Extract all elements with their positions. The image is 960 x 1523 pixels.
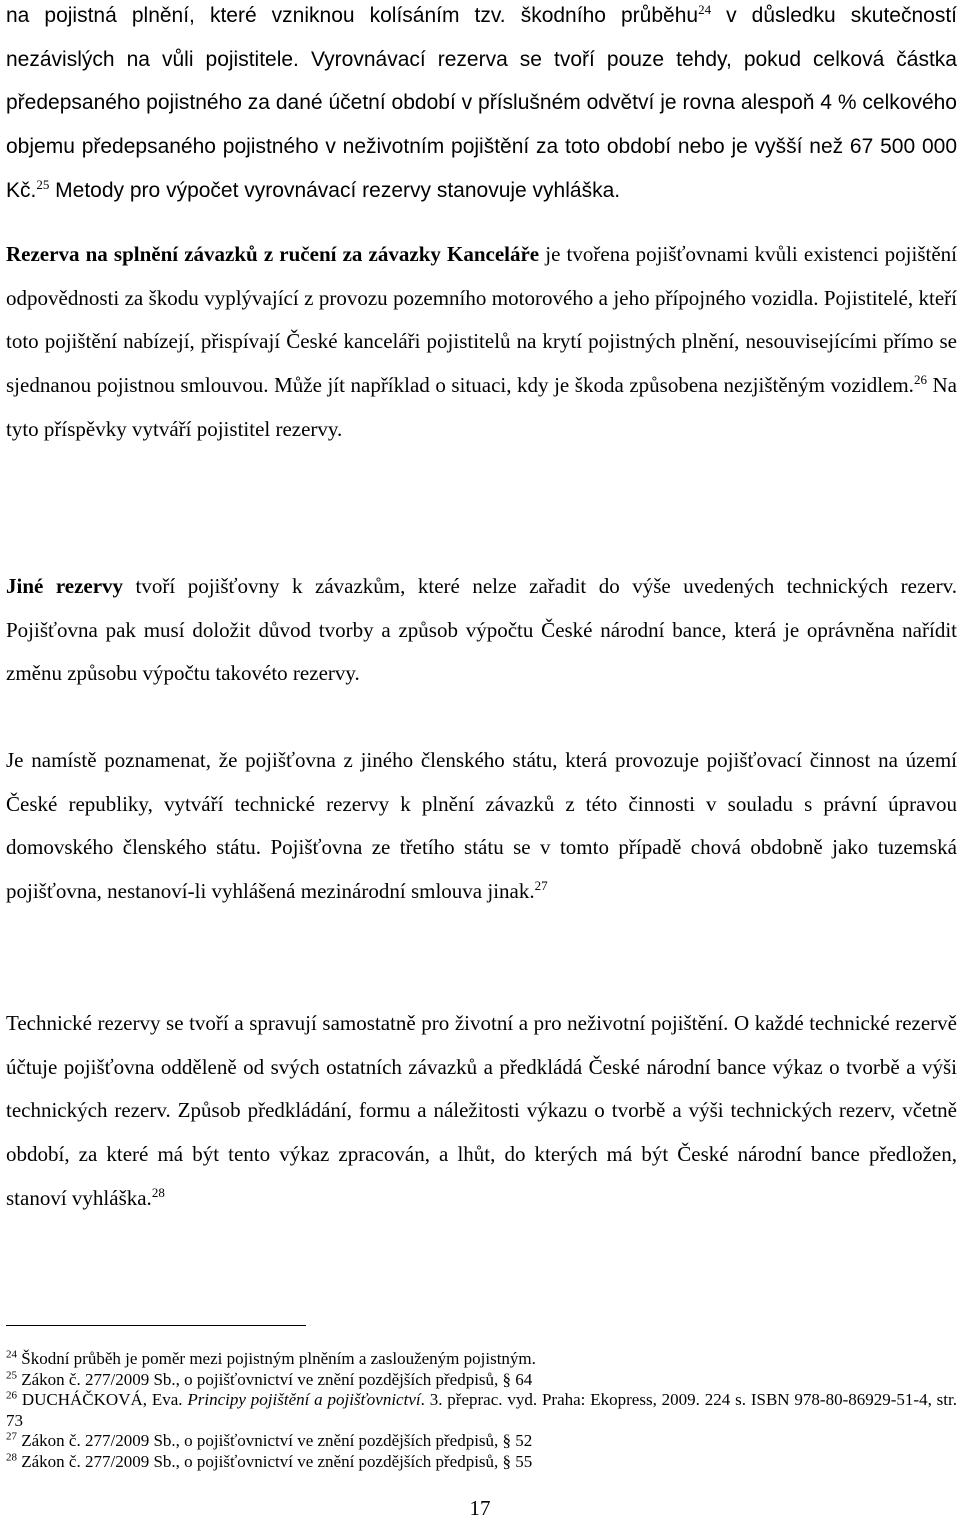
- paragraph-rezerva-kancelare: Rezerva na splnění závazků z ručení za závazky Kanceláře je tvořena pojišťovnami kvůli existenci pojištění odpovědnosti za škodu vyplývající z provozu pozemního motorového a jeho přípojného vozidla. Pojistitelé, kteří toto pojištění nabízejí, přispívají České kanceláři pojistitelů na krytí pojistných plnění, nesouvisejícími přímo se sjednanou pojistnou smlouvou. Může jít například o situaci, kdy je škoda způsobena nezjištěným vozidlem.$^{26}$ Na tyto příspěvky vytváří pojistitel rezervy.: [6, 242, 957, 441]
- footnote-ref-24[interactable]: 24: [698, 2, 712, 17]
- footnote-ref-27[interactable]: 27: [534, 878, 548, 894]
- footnote-separator: [6, 1325, 306, 1326]
- footnote-26: $^{26}$ DUCHÁČKOVÁ, Eva. Principy pojištění a pojišťovnictví. 3. přeprac. vyd. Praha: Ekopress, 2009. 224 s. ISBN 978-80-86929-51-4, str. 73: [6, 1389, 957, 1430]
- paragraph-technicke-rezervy: Technické rezervy se tvoří a spravují samostatně pro životní a pro neživotní pojištění. O každé technické rezervě účtuje pojišťovna odděleně od svých ostatních závazků a předkládá České národní bance výkaz o tvorbě a výši technických rezerv. Způsob předkládání, formu a náležitosti výkazu o tvorbě a výši technických rezerv, včetně období, za které má být tento výkaz zpracován, a lhůt, do kterých má být České národní bance předložen, stanoví vyhláška.$^{28}$: [6, 1011, 957, 1210]
- footnote-ref-28[interactable]: 28: [151, 1184, 165, 1200]
- footnote-ref-25[interactable]: 25: [36, 176, 50, 192]
- footnote-ref-26[interactable]: 26: [913, 372, 927, 388]
- footnote-24: $^{24}$ Škodní průběh je poměr mezi pojistným plněním a zaslouženým pojistným.: [6, 1348, 536, 1368]
- paragraph-clensky-stat: Je namístě poznamenat, že pojišťovna z jiného členského státu, která provozuje pojišťovací činnost na území České republiky, vytváří technické rezervy k plnění závazků z této činnosti v souladu s právní úpravou domovského členského státu. Pojišťovna ze třetího státu se v tomto případě chová obdobně jako tuzemská pojišťovna, nestanoví-li vyhlášená mezinárodní smlouva jinak.$^{27}$: [6, 748, 957, 904]
- footnote-25: $^{25}$ Zákon č. 277/2009 Sb., o pojišťovnictví ve znění pozdějších předpisů, § 64: [6, 1368, 533, 1389]
- paragraph-jine-rezervy: Jiné rezervy tvoří pojišťovny k závazkům, které nelze zařadit do výše uvedených technických rezerv. Pojišťovna pak musí doložit důvod tvorby a způsob výpočtu České národní bance, která je oprávněna nařídit změnu způsobu výpočtu takovéto rezervy.: [6, 574, 957, 686]
- page-number: 17: [469, 1496, 491, 1520]
- footnotes: [6, 1349, 957, 1472]
- paragraph-vyrovnavaci-rezerva: na pojistná plnění, které vzniknou kolísáním tzv. škodního průběhu$^{24}$ v důsledku skutečností nezávislých na vůli pojistitele. Vyrovnávací rezerva se tvoří pouze tehdy, pokud celková částka předepsaného pojistného za dané účetní období v příslušném odvětví je rovna alespoň 4 % celkového objemu předepsaného pojistného v neživotním pojištění za toto období nebo je vyšší než 67 500 000 Kč.$^{25}$ Metody pro výpočet vyrovnávací rezervy stanovuje vyhláška.: [6, 2, 957, 202]
- book-title: Principy pojištění a pojišťovnictví: [187, 1390, 421, 1409]
- footnote-28: $^{28}$ Zákon č. 277/2009 Sb., o pojišťovnictví ve znění pozdějších předpisů, § 55: [6, 1450, 533, 1471]
- footnote-27: $^{27}$ Zákon č. 277/2009 Sb., o pojišťovnictví ve znění pozdějších předpisů, § 52: [6, 1430, 533, 1450]
- term-rezerva-kancelare: Rezerva na splnění závazků z ručení za závazky Kanceláře: [6, 242, 540, 266]
- term-jine-rezervy: Jiné rezervy: [6, 574, 124, 598]
